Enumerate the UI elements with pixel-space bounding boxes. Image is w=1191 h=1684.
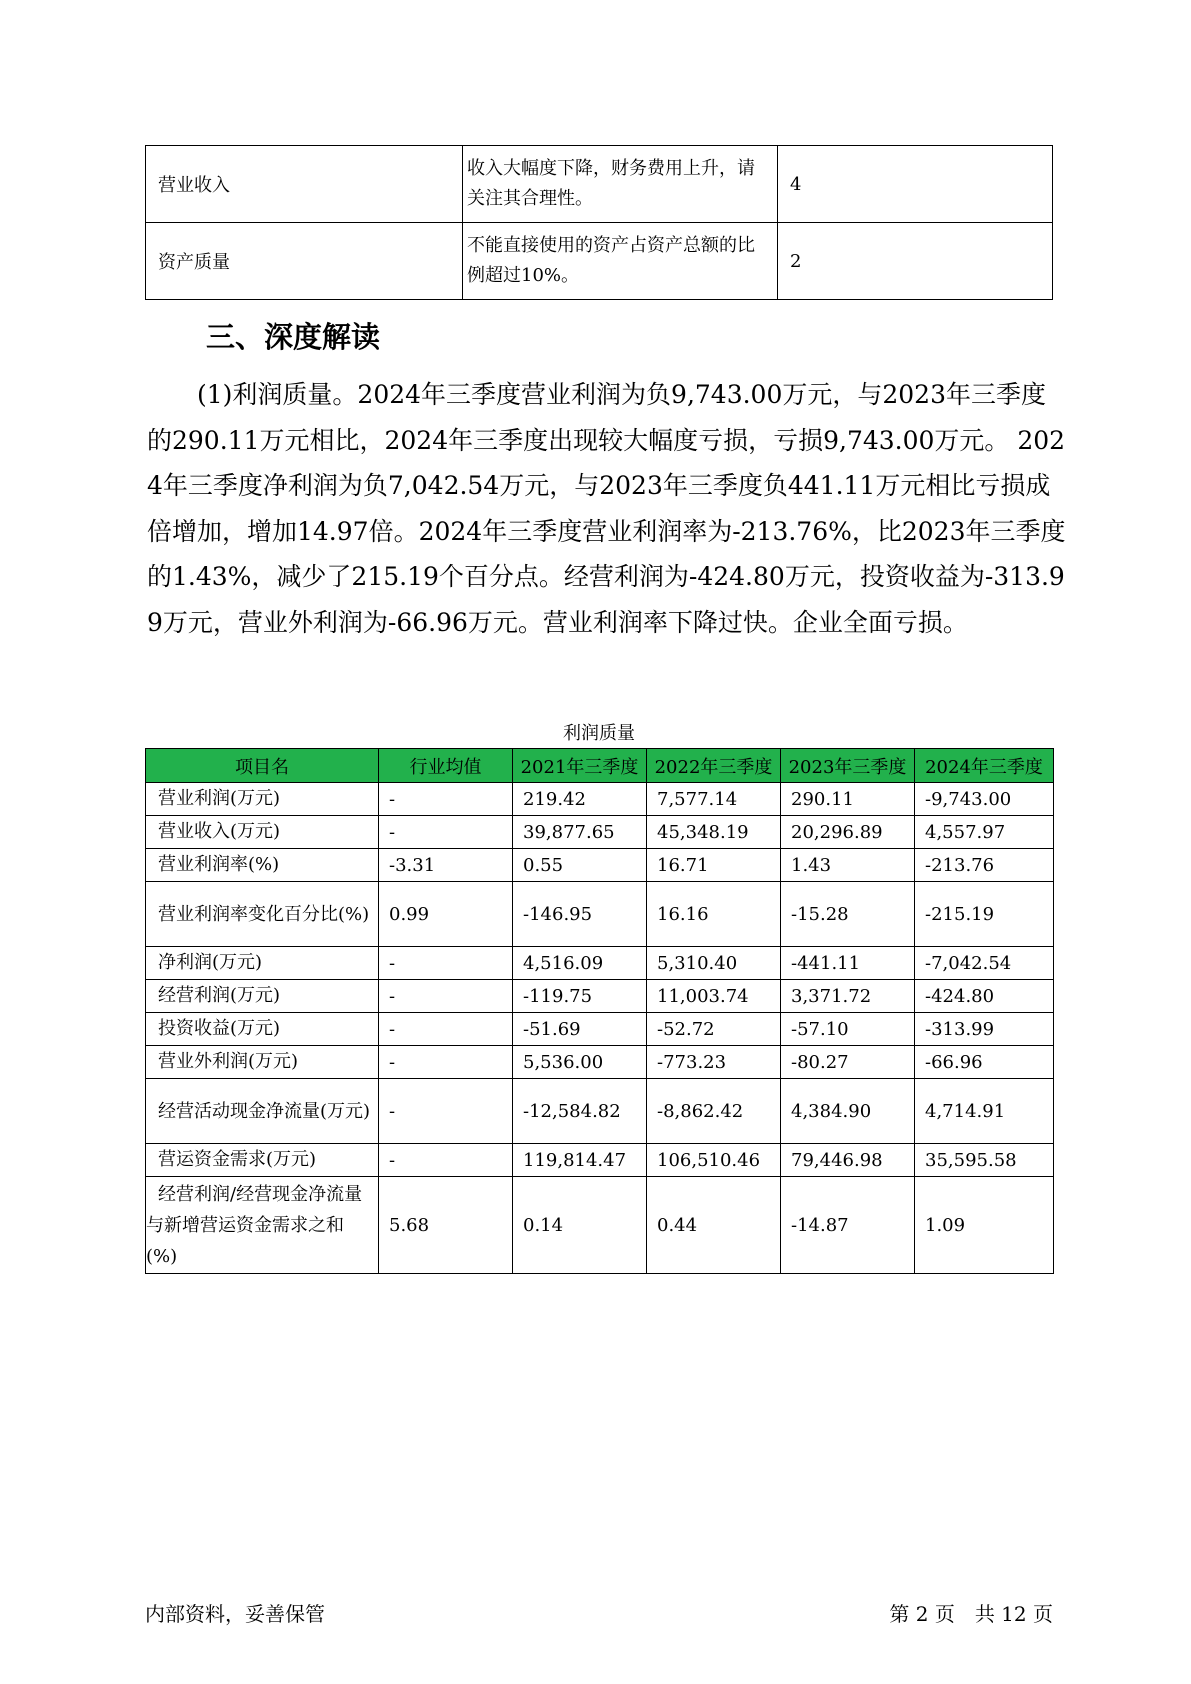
cell: -441.11 (781, 947, 915, 980)
cell: - (379, 1144, 513, 1177)
risk-score: 4 (778, 146, 1053, 223)
cell: 45,348.19 (647, 816, 781, 849)
table-row (146, 783, 1054, 816)
cell: -146.95 (513, 882, 647, 947)
cell: - (379, 816, 513, 849)
cell: -119.75 (513, 980, 647, 1013)
header-item-name: 项目名 (146, 749, 379, 783)
cell: -12,584.82 (513, 1079, 647, 1144)
header-2023q3: 2023年三季度 (781, 749, 915, 783)
row-label: 营业利润率变化百分比(%) (146, 882, 379, 947)
cell: -80.27 (781, 1046, 915, 1079)
cell: -9,743.00 (915, 783, 1054, 816)
cell: 0.14 (513, 1177, 647, 1274)
cell: 1.09 (915, 1177, 1054, 1274)
row-label: 营业外利润(万元) (146, 1046, 379, 1079)
risk-description: 收入大幅度下降，财务费用上升，请关注其合理性。 (463, 146, 778, 223)
cell: 4,516.09 (513, 947, 647, 980)
risk-row (146, 223, 1053, 300)
table-row (146, 1079, 1054, 1144)
cell: 4,557.97 (915, 816, 1054, 849)
table-row (146, 816, 1054, 849)
risk-score: 2 (778, 223, 1053, 300)
row-label: 净利润(万元) (146, 947, 379, 980)
row-label: 营业收入(万元) (146, 816, 379, 849)
cell: -424.80 (915, 980, 1054, 1013)
header-2024q3: 2024年三季度 (915, 749, 1054, 783)
header-2021q3: 2021年三季度 (513, 749, 647, 783)
cell: 0.99 (379, 882, 513, 947)
cell: 39,877.65 (513, 816, 647, 849)
cell: 106,510.46 (647, 1144, 781, 1177)
header-2022q3: 2022年三季度 (647, 749, 781, 783)
cell: 5,310.40 (647, 947, 781, 980)
cell: -57.10 (781, 1013, 915, 1046)
cell: 119,814.47 (513, 1144, 647, 1177)
table-caption: 利润质量 (563, 723, 635, 744)
cell: -14.87 (781, 1177, 915, 1274)
cell: 16.16 (647, 882, 781, 947)
cell: -15.28 (781, 882, 915, 947)
table-row (146, 947, 1054, 980)
cell: 1.43 (781, 849, 915, 882)
row-label: 经营利润/经营现金净流量与新增营运资金需求之和(%) (146, 1177, 379, 1274)
cell: -51.69 (513, 1013, 647, 1046)
cell: -7,042.54 (915, 947, 1054, 980)
cell: -773.23 (647, 1046, 781, 1079)
cell: -52.72 (647, 1013, 781, 1046)
row-label: 营业利润率(%) (146, 849, 379, 882)
cell: 0.55 (513, 849, 647, 882)
table-row (146, 1177, 1054, 1274)
cell: 3,371.72 (781, 980, 915, 1013)
cell: 4,714.91 (915, 1079, 1054, 1144)
page-number: 第 2 页 共 12 页 (889, 1602, 1053, 1626)
footer-confidential-note: 内部资料，妥善保管 (145, 1602, 325, 1626)
cell: -215.19 (915, 882, 1054, 947)
cell: 7,577.14 (647, 783, 781, 816)
row-label: 投资收益(万元) (146, 1013, 379, 1046)
cell: - (379, 1013, 513, 1046)
profit-quality-table (145, 748, 1054, 1274)
row-label: 经营活动现金净流量(万元) (146, 1079, 379, 1144)
cell: 5,536.00 (513, 1046, 647, 1079)
row-label: 经营利润(万元) (146, 980, 379, 1013)
cell: -3.31 (379, 849, 513, 882)
table-row (146, 1013, 1054, 1046)
header-industry-avg: 行业均值 (379, 749, 513, 783)
risk-item: 资产质量 (146, 223, 463, 300)
table-row (146, 980, 1054, 1013)
cell: -8,862.42 (647, 1079, 781, 1144)
cell: 11,003.74 (647, 980, 781, 1013)
cell: -313.99 (915, 1013, 1054, 1046)
table-row (146, 1046, 1054, 1079)
table-row (146, 1144, 1054, 1177)
cell: 35,595.58 (915, 1144, 1054, 1177)
table-row (146, 882, 1054, 947)
section-heading: 三、深度解读 (206, 320, 381, 354)
cell: 79,446.98 (781, 1144, 915, 1177)
table-row (146, 849, 1054, 882)
risk-table (145, 145, 1053, 300)
cell: 5.68 (379, 1177, 513, 1274)
cell: 219.42 (513, 783, 647, 816)
cell: - (379, 1046, 513, 1079)
risk-row (146, 146, 1053, 223)
cell: - (379, 783, 513, 816)
cell: -66.96 (915, 1046, 1054, 1079)
cell: -213.76 (915, 849, 1054, 882)
cell: 20,296.89 (781, 816, 915, 849)
cell: - (379, 947, 513, 980)
cell: 0.44 (647, 1177, 781, 1274)
cell: 4,384.90 (781, 1079, 915, 1144)
row-label: 营业利润(万元) (146, 783, 379, 816)
cell: 16.71 (647, 849, 781, 882)
row-label: 营运资金需求(万元) (146, 1144, 379, 1177)
cell: - (379, 980, 513, 1013)
table-header-row (146, 749, 1054, 783)
analysis-paragraph: (1)利润质量。2024年三季度营业利润为负9,743.00万元，与2023年三季度的290.11万元相比，2024年三季度出现较大幅度亏损，亏损9,743.00万元。 2024年三季度净利润为负7,042.54万元，与2023年三季度负441.11万元相比亏损成倍增加，增加14.97倍。2024年三季度营业利润率为-213.76%，比2023年三季度的1.43%，减少了215.19个百分点。经营利润为-424.80万元，投资收益为-313.99万元，营业外利润为-66.96万元。营业利润率下降过快。企业全面亏损。 (147, 380, 1066, 637)
risk-description: 不能直接使用的资产占资产总额的比例超过10%。 (463, 223, 778, 300)
risk-item: 营业收入 (146, 146, 463, 223)
cell: - (379, 1079, 513, 1144)
cell: 290.11 (781, 783, 915, 816)
